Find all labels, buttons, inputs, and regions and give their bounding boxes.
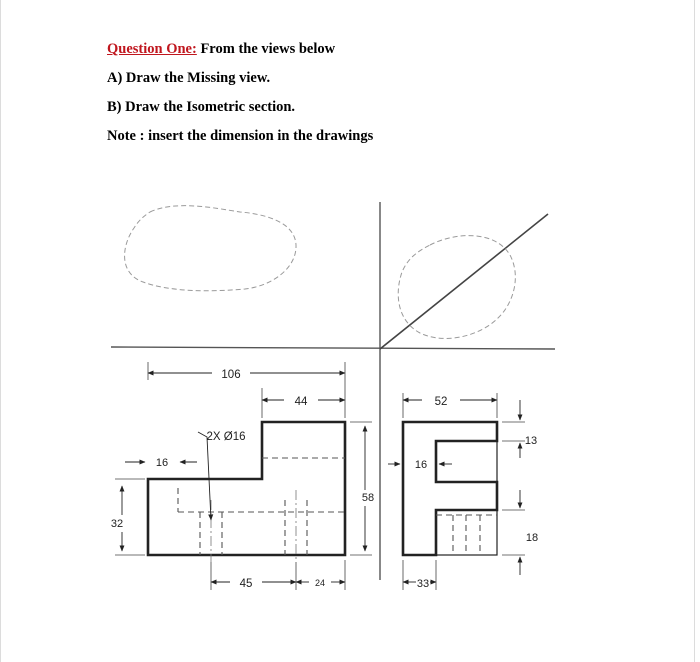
front-view (148, 422, 345, 562)
dim-side-slot-depth: 16 (414, 459, 428, 471)
dim-side-width: 52 (434, 396, 448, 408)
dim-hole-spacing-b: 24 (314, 578, 326, 588)
question-intro: From the views below (196, 41, 336, 57)
dimension-lines (122, 373, 520, 582)
dim-hole-spacing-a: 45 (239, 578, 253, 590)
task-b: B) Draw the Isometric section. (107, 99, 296, 115)
dim-side-bottom-height: 18 (525, 532, 539, 544)
dim-left-offset: 16 (155, 457, 169, 469)
question-label: Question One: (107, 41, 197, 57)
dim-top-step-width: 44 (294, 396, 308, 408)
side-view (403, 422, 497, 555)
task-a: A) Draw the Missing view. (107, 70, 271, 86)
dim-side-top-height: 13 (524, 435, 538, 447)
dim-holes-note: 2X Ø16 (206, 431, 246, 443)
dim-overall-length: 106 (221, 369, 241, 381)
missing-top-view-placeholder (125, 206, 296, 291)
dim-overall-height: 58 (361, 492, 375, 504)
dim-side-bottom-width: 33 (416, 578, 430, 590)
note-text: Note : insert the dimension in the drawings (107, 128, 374, 144)
dim-base-height: 32 (110, 518, 124, 530)
projection-axes (111, 202, 555, 580)
